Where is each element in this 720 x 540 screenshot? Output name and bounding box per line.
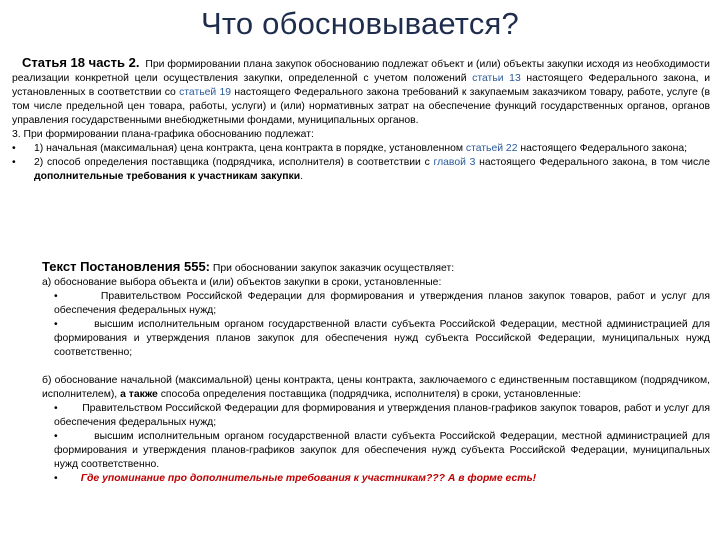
- list-item: [12, 142, 710, 156]
- list-item: [42, 290, 710, 318]
- bullet-icon: •: [12, 157, 16, 168]
- decree-item-a: а) обоснование выбора объекта и (или) объектов закупки в сроки, установленные:: [42, 277, 442, 288]
- list-item: [12, 156, 710, 184]
- bullet-icon: •: [54, 473, 58, 484]
- item2-bold-text: дополнительные требования к участникам закупки: [34, 171, 301, 182]
- slide-title: Что обосновывается?: [201, 6, 519, 41]
- list-item: [42, 402, 710, 430]
- list-item: [42, 472, 710, 486]
- list-item-text: [34, 142, 710, 156]
- bullet-icon: •: [12, 143, 16, 154]
- article-text-c: настоящего Федерального закона требований к закупаемым заказчиком товару, работе, услуге (в том числе предельной цен товара, работы, услуги) и (или) нормативных затрат на обеспечение функций государственных органов, органов управления государственными внебюджетными фондами, муниципальных органов.: [12, 87, 710, 126]
- list-item-text: Правительством Российской Федерации для формирования и утверждения планов закупок товаров, работ и услуг для обеспечения федеральных нужд;: [54, 291, 710, 316]
- article-text-a: При формировании плана закупок обоснованию подлежат объект и (или) объекты закупки исходя из необходимости реализации конкретной цели осуществления закупки, определенной с учетом положений: [12, 59, 710, 84]
- item1-text-a: 1) начальная (максимальная) цена контракта, цена контракта в порядке, установленном: [34, 143, 464, 154]
- decree-555-block: [42, 260, 710, 486]
- link-chapter-3[interactable]: главой 3: [433, 157, 476, 168]
- item2-text-a: 2) способ определения поставщика (подрядчика, исполнителя) в соответствии с: [34, 157, 430, 168]
- decree-b-text-a: б) обоснование начальной (максимальной) цены контракта, цены контракта, заключаемого с единственным поставщиком (подрядчиком, исполнителем),: [42, 375, 710, 400]
- list-item-text: Правительством Российской Федерации для формирования и утверждения планов-графиков закупок товаров, работ и услуг для обеспечения федеральных нужд;: [54, 403, 710, 428]
- article-part-3: 3. При формировании плана-графика обоснованию подлежат:: [12, 129, 314, 140]
- link-article-19[interactable]: статьей 19: [179, 87, 232, 98]
- article-paragraph: [12, 56, 710, 128]
- bullet-icon: •: [54, 403, 58, 414]
- decree-intro-text: При обосновании закупок заказчик осуществляет:: [212, 263, 455, 274]
- decree-lead: Текст Постановления 555:: [42, 259, 210, 274]
- decree-intro: [42, 260, 710, 276]
- bullet-icon: •: [54, 319, 58, 330]
- list-item: [42, 430, 710, 472]
- link-article-22[interactable]: статьей 22: [465, 143, 518, 154]
- list-item-text: высшим исполнительным органом государственной власти субъекта Российской Федерации, местной администрацией для формирования и утверждения планов-графиков закупок для обеспечения нужд субъекта Российской Федерации, муниципальных нужд соответственно.: [54, 431, 710, 470]
- article-18-block: [12, 56, 710, 184]
- bullet-icon: •: [54, 291, 58, 302]
- article-text-b: настоящего Федерального закона, и установленных в соответствии со: [12, 73, 711, 98]
- list-item-text: [34, 156, 710, 184]
- list-item: [42, 318, 710, 360]
- item1-text-b: настоящего Федерального закона;: [520, 143, 688, 154]
- bullet-icon: •: [54, 431, 58, 442]
- decree-b-bold: а также: [120, 389, 158, 400]
- item2-text-b: настоящего Федерального закона, в том числе: [479, 157, 711, 168]
- decree-b-text-b: способа определения поставщика (подрядчика, исполнителя) в сроки, установленные:: [160, 389, 581, 400]
- link-article-13[interactable]: статьи 13: [472, 73, 521, 84]
- decree-item-b: [42, 374, 710, 402]
- article-lead: Статья 18 часть 2.: [22, 55, 140, 70]
- question-text: Где упоминание про дополнительные требования к участникам??? А в форме есть!: [80, 473, 537, 484]
- list-item-text: высшим исполнительным органом государственной власти субъекта Российской Федерации, местной администрацией для формирования и утверждения планов закупок для обеспечения нужд субъекта Российской Федерации, муниципальных нужд соответственно;: [54, 319, 710, 358]
- item2-end: .: [300, 171, 304, 182]
